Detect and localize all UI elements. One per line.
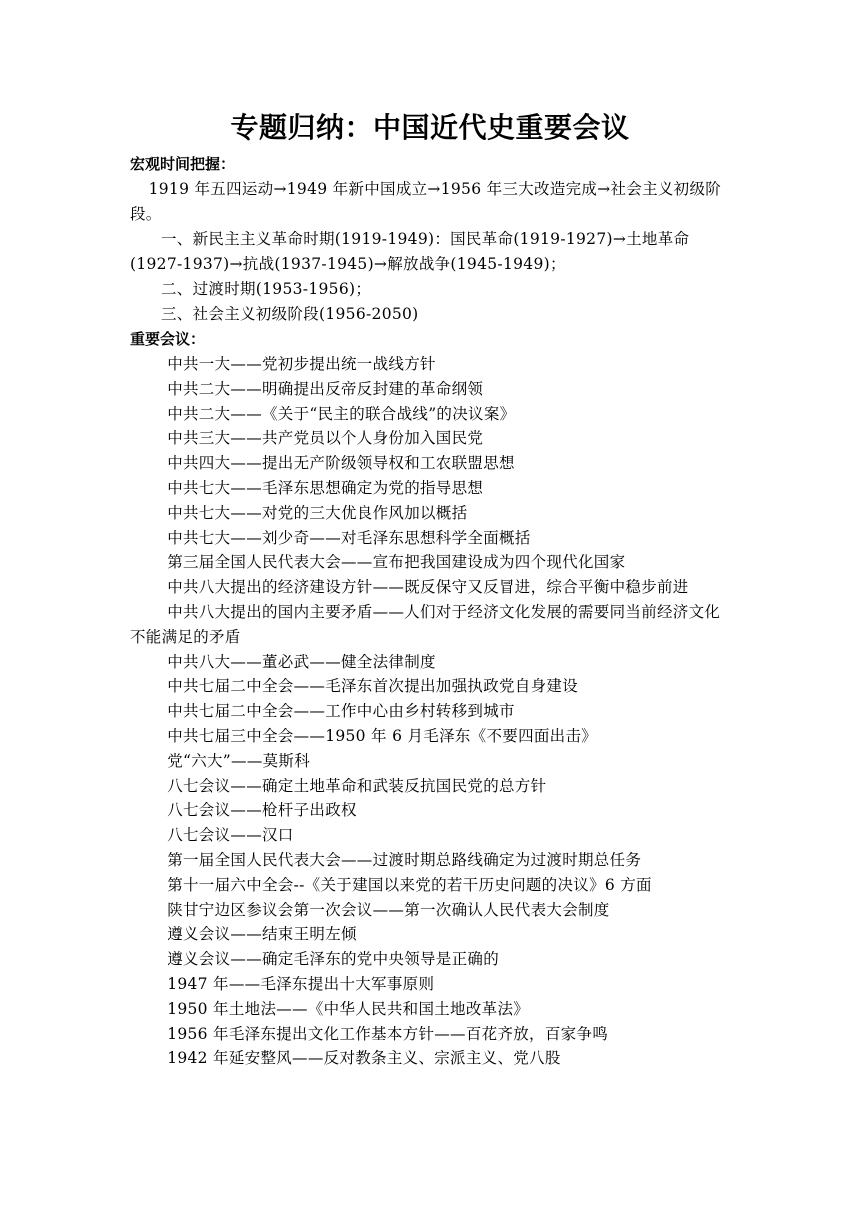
meeting-item: 中共一大——党初步提出统一战线方针 bbox=[167, 355, 436, 373]
meeting-item: 八七会议——确定土地革命和武装反抗国民党的总方针 bbox=[167, 776, 547, 795]
meeting-item: 中共七届二中全会——毛泽东首次提出加强执政党自身建设 bbox=[167, 677, 578, 696]
meeting-item: 中共二大——明确提出反帝反封建的革命纲领 bbox=[167, 379, 484, 398]
meeting-item: 遵义会议——结束王明左倾 bbox=[167, 925, 357, 944]
period-paragraph: 三、社会主义初级阶段(1956-2050) bbox=[161, 305, 419, 323]
meeting-item: 中共七大——对党的三大优良作风加以概括 bbox=[167, 503, 468, 522]
meeting-item: 1942 年延安整风——反对教条主义、宗派主义、党八股 bbox=[167, 1049, 561, 1068]
macro-intro: 1919 年五四运动→1949 年新中国成立→1956 年三大改造完成→社会主义初级阶段。 bbox=[130, 180, 722, 223]
meeting-item: 1947 年——毛泽东提出十大军事原则 bbox=[167, 974, 435, 993]
meeting-item: 第十一届六中全会--《关于建国以来党的若干历史问题的决议》6 方面 bbox=[167, 875, 652, 894]
meeting-list bbox=[130, 352, 730, 1071]
meeting-item: 陕甘宁边区参议会第一次会议——第一次确认人民代表大会制度 bbox=[167, 900, 610, 919]
meeting-item: 中共七届二中全会——工作中心由乡村转移到城市 bbox=[167, 702, 515, 721]
meeting-item: 八七会议——枪杆子出政权 bbox=[167, 801, 357, 820]
meeting-item: 中共二大——《关于“民主的联合战线”的决议案》 bbox=[167, 404, 516, 423]
period-paragraph: 一、新民主主义革命时期(1919-1949)：国民革命(1919-1927)→土地革命(1927-1937)→抗战(1937-1945)→解放战争(1945-1949)； bbox=[130, 230, 690, 273]
meeting-item: 中共三大——共产党员以个人身份加入国民党 bbox=[167, 429, 484, 448]
meeting-item: 中共八大提出的国内主要矛盾——人们对于经济文化发展的需要同当前经济文化不能满足的矛盾 bbox=[130, 602, 721, 646]
meeting-item: 党“六大”——莫斯科 bbox=[167, 751, 311, 770]
meeting-item: 中共八大提出的经济建设方针——既反保守又反冒进，综合平衡中稳步前进 bbox=[167, 578, 689, 597]
meeting-item: 中共七大——毛泽东思想确定为党的指导思想 bbox=[167, 478, 484, 497]
document-page bbox=[130, 108, 730, 1071]
meetings-section bbox=[130, 327, 730, 1071]
meetings-heading: 重要会议： bbox=[130, 330, 206, 348]
meeting-item: 1950 年土地法——《中华人民共和国土地改革法》 bbox=[167, 999, 530, 1018]
page-title: 专题归纳：中国近代史重要会议 bbox=[230, 111, 630, 144]
meeting-item: 中共四大——提出无产阶级领导权和工农联盟思想 bbox=[167, 454, 515, 473]
meeting-item: 1956 年毛泽东提出文化工作基本方针——百花齐放，百家争鸣 bbox=[167, 1024, 609, 1043]
meeting-item: 第三届全国人民代表大会——宣布把我国建设成为四个现代化国家 bbox=[167, 553, 626, 572]
meeting-item: 中共七大——刘少奇——对毛泽东思想科学全面概括 bbox=[167, 528, 531, 547]
meeting-item: 八七会议——汉口 bbox=[167, 826, 294, 845]
meeting-item: 中共七届三中全会——1950 年 6 月毛泽东《不要四面出击》 bbox=[167, 726, 598, 745]
macro-heading: 宏观时间把握： bbox=[130, 155, 236, 173]
macro-section bbox=[130, 152, 730, 327]
meeting-item: 遵义会议——确定毛泽东的党中央领导是正确的 bbox=[167, 950, 499, 969]
meeting-item: 中共八大——董必武——健全法律制度 bbox=[167, 652, 436, 671]
period-paragraph: 二、过渡时期(1953-1956)； bbox=[161, 280, 372, 298]
meeting-item: 第一届全国人民代表大会——过渡时期总路线确定为过渡时期总任务 bbox=[167, 850, 642, 869]
